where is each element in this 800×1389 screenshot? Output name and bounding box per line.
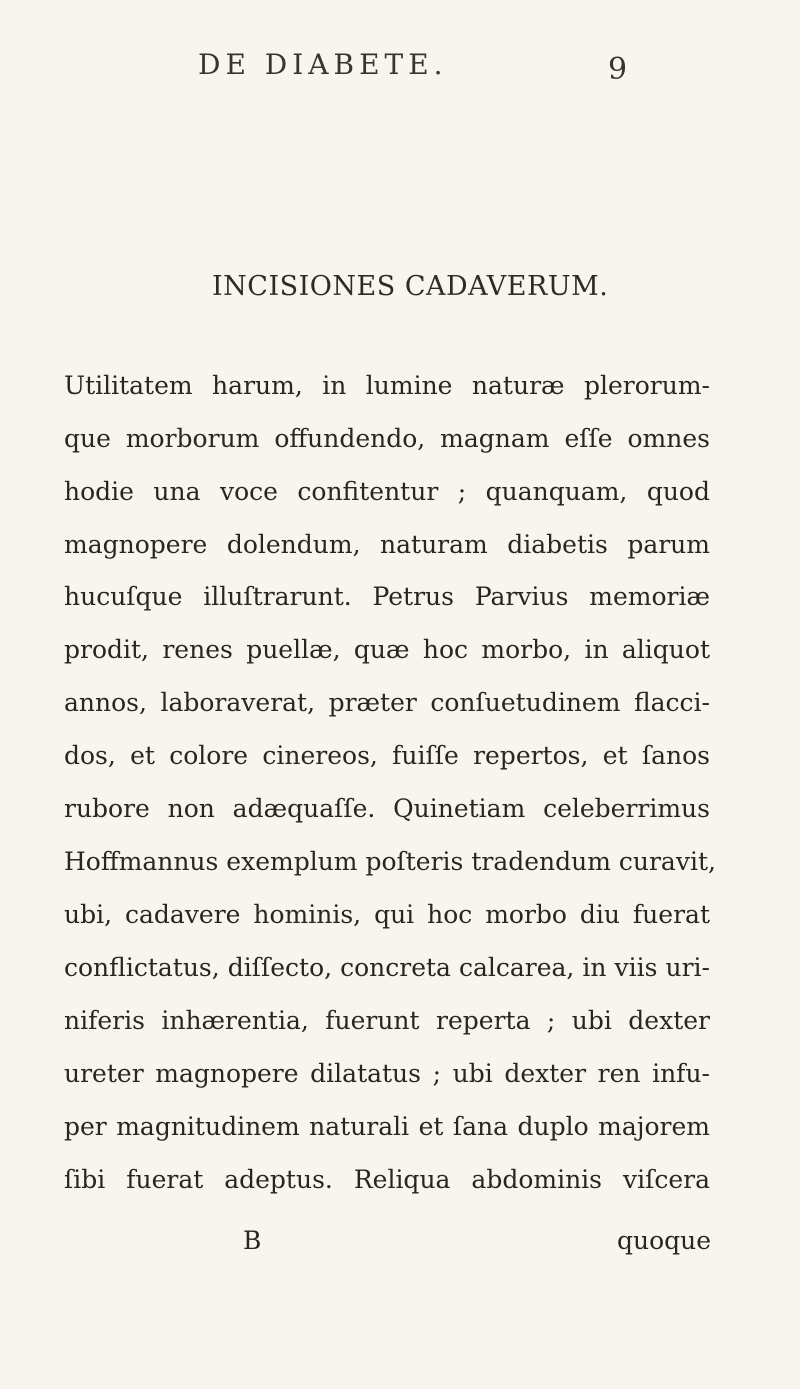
body-line: Utilitatem harum, in lumine naturæ plerorum-	[64, 371, 710, 400]
page-number: 9	[608, 52, 628, 87]
body-line: per magnitudinem naturali et ſana duplo majorem	[64, 1112, 710, 1141]
signature-mark: B	[243, 1226, 262, 1255]
body-line: ſibi fuerat adeptus. Reliqua abdominis viſcera	[64, 1165, 710, 1194]
body-line: magnopere dolendum, naturam diabetis parum	[64, 530, 710, 559]
body-line: ubi, cadavere hominis, qui hoc morbo diu fuerat	[64, 900, 710, 929]
page-footer	[0, 1224, 800, 1258]
body-line: hucuſque illuſtrarunt. Petrus Parvius memoriæ	[64, 582, 710, 611]
body-line: niferis inhærentia, fuerunt reperta ; ubi dexter	[64, 1006, 710, 1035]
body-line: rubore non adæquaſſe. Quinetiam celeberrimus	[64, 794, 710, 823]
body-line: conflictatus, diſſecto, concreta calcarea, in viis uri-	[64, 953, 710, 982]
body-line: hodie una voce confitentur ; quanquam, quod	[64, 477, 710, 506]
body-line: dos, et colore cinereos, fuiſſe repertos, et ſanos	[64, 741, 710, 770]
section-title: INCISIONES CADAVERUM.	[212, 271, 609, 302]
body-line: que morborum offundendo, magnam eſſe omnes	[64, 424, 710, 453]
body-line: prodit, renes puellæ, quæ hoc morbo, in aliquot	[64, 635, 710, 664]
running-head: DE DIABETE.	[198, 48, 448, 81]
body-line: ureter magnopere dilatatus ; ubi dexter ren infu-	[64, 1059, 710, 1088]
body-line: annos, laboraverat, præter conſuetudinem flacci-	[64, 688, 710, 717]
body-line: Hoffmannus exemplum poſteris tradendum curavit,	[64, 847, 716, 876]
catchword: quoque	[617, 1226, 712, 1255]
